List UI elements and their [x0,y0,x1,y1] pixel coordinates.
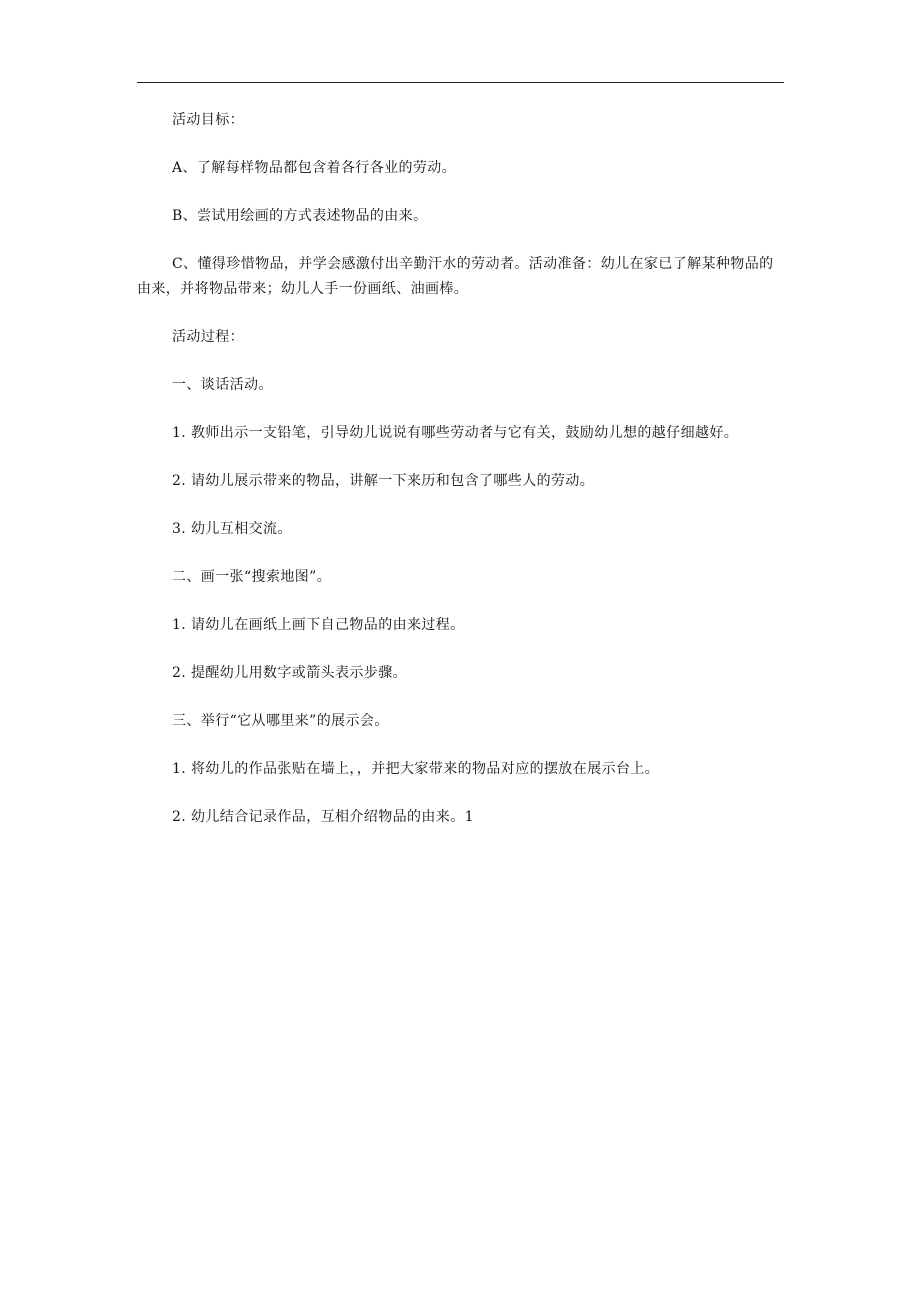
heading-activity-goals: 活动目标： [172,112,244,128]
section-one-title: 一、谈话活动。 [172,377,273,393]
section-two-title: 二、画一张“搜索地图”。 [172,569,332,585]
section-two-step-2: 2. 提醒幼儿用数字或箭头表示步骤。 [172,665,408,681]
goal-b: B、尝试用绘画的方式表述物品的由来。 [172,208,428,224]
section-three-step-1: 1. 将幼儿的作品张贴在墙上，，并把大家带来的物品对应的摆放在展示台上。 [172,761,660,777]
section-two-step-1: 1. 请幼儿在画纸上画下自己物品的由来过程。 [172,617,465,633]
section-three-title: 三、举行“它从哪里来”的展示会。 [172,713,389,729]
header-rule [137,82,784,83]
section-one-step-3: 3. 幼儿互相交流。 [172,521,292,537]
section-one-step-2: 2. 请幼儿展示带来的物品，讲解一下来历和包含了哪些人的劳动。 [172,473,595,489]
document-body [137,108,783,853]
goal-a: A、了解每样物品都包含着各行各业的劳动。 [172,160,457,176]
heading-activity-process: 活动过程： [172,329,244,345]
section-three-step-2: 2. 幼儿结合记录作品，互相介绍物品的由来。1 [172,809,474,825]
section-one-step-1: 1. 教师出示一支铅笔，引导幼儿说说有哪些劳动者与它有关，鼓励幼儿想的越仔细越好。 [172,425,739,441]
goal-c-and-preparation: C、懂得珍惜物品，并学会感激付出辛勤汗水的劳动者。活动准备：幼儿在家已了解某种物品的由来，并将物品带来；幼儿人手一份画纸、油画棒。 [137,256,774,297]
